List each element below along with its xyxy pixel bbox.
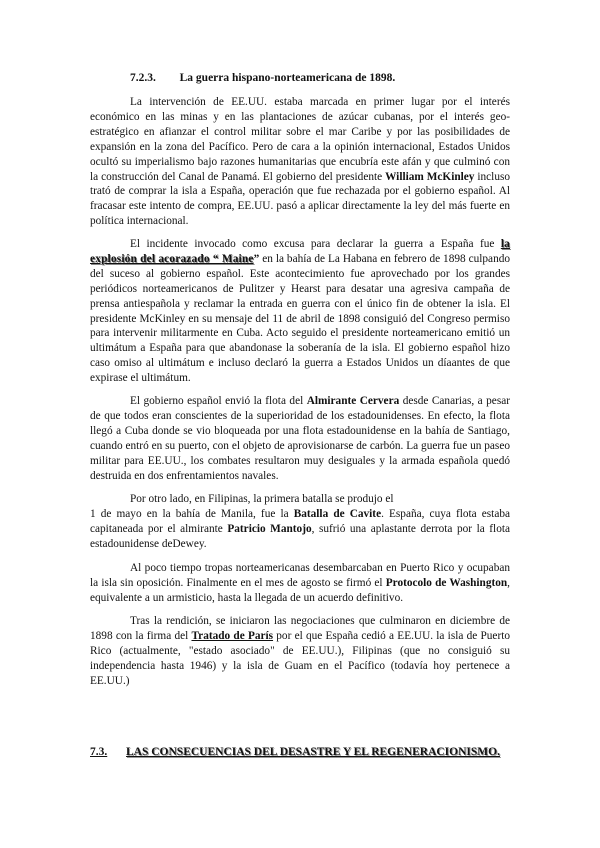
next-section-title: LAS CONSECUENCIAS DEL DESASTRE Y EL REGENERACIONISMO. [126, 746, 500, 758]
name-mckinley: William McKinley [385, 170, 475, 183]
paragraph-paris: Tras la rendición, se iniciaron las negociaciones que culminaron en diciembre de 1898 con la firma del Tratado de París por el que España cedió a EE.UU. la isla de Puerto Rico (actualmente, "estado asociado" de EE.UU.), Filipinas (que no consiguió su independencia hasta 1946) y la isla de Guam en el Pacífico (todavía hoy pertenece a EE.UU.) [90, 615, 510, 687]
section-number: 7.2.3. [130, 72, 156, 84]
paragraph-filipinas: Por otro lado, en Filipinas, la primera batalla se produjo el [130, 493, 394, 505]
paragraph-cervera: El gobierno español envió la flota del Almirante Cervera desde Canarias, a pesar de que todos eran conscientes de la superioridad de los estadounidenses. En efecto, la flota llegó a Cuba donde se vio bloqueada por una flota estadounidense en la bahía de Santiago, cuando entró en su puerto, con el objeto de aprovisionarse de carbón. La guerra fue un paseo militar para EE.UU., los combates resultaron muy desiguales y la armada española quedó destruida en dos enfrentamientos navales. [90, 395, 510, 482]
paragraph-puerto-rico: Al poco tiempo tropas norteamericanas desembarcaban en Puerto Rico y ocupaban la isla sin oposición. Finalmente en el mes de agosto se firmó el Protocolo de Washington, equivalente a un armisticio, hasta la llegada de un acuerdo definitivo. [90, 562, 510, 604]
next-section-heading [90, 745, 510, 759]
name-cervera: Almirante Cervera [306, 395, 400, 407]
treaty-paris: Tratado de París [191, 629, 274, 642]
section-heading [130, 72, 395, 84]
name-montojo: Patricio Mantojo [227, 522, 312, 535]
battle-cavite: Batalla de Cavite [293, 508, 382, 520]
next-section-number: 7.3. [90, 746, 108, 758]
maine-explosion: la explosión del acorazado “ Maine [90, 238, 510, 265]
paragraph-filipinas-cont: 1 de mayo en la bahía de Manila, fue la Batalla de Cavite. España, cuya flota estaba capitaneada por el almirante Patricio Mantojo, sufrió una aplastante derrota por la flota estadounidense deDewey. [90, 508, 510, 550]
paragraph-intervention: La intervención de EE.UU. estaba marcada en primer lugar por el interés económico en las minas y en las plantaciones de azúcar cubanas, por el interés geo-estratégico en afianzar el control militar sobre el mar Caribe y por las posibilidades de expansión en la zona del Pacífico. Pero de cara a la opinión internacional, Estados Unidos ocultó su imperialismo bajo razones humanitarias que encubría este afán y que culminó con la construcción del Canal de Panamá. El gobierno del presidente William McKinley incluso trató de comprar la isla a España, operación que fue rechazada por el gobierno español. Al fracasar este intento de compra, EE.UU. pasó a aplicar directamente la ley del más fuerte en política internacional. [90, 96, 511, 228]
protocol-washington: Protocolo de Washington [385, 576, 508, 589]
paragraph-maine: El incidente invocado como excusa para declarar la guerra a España fue la explosión del acorazado “ Maine” en la bahía de La Habana en febrero de 1898 culpando del suceso al gobierno español. Este acontecimiento fue aprovechado por los grandes periódicos norteamericanos de Pulitzer y Hearst para desatar una agresiva campaña de prensa antiespañola y reclamar la entrada en guerra con el único fin de obtener la isla. El presidente McKinley en su mensaje del 11 de abril de 1898 consiguió del Congreso permiso para intervenir militarmente en Cuba. Acto seguido el presidente norteamericano emitió un ultimátum a España para que abandonase la soberanía de la isla. El gobierno español hizo caso omiso al ultimátum e incluso declaró la guerra a Estados Unidos un díaantes de que expirase el ultimátum. [90, 238, 511, 385]
section-title: La guerra hispano-norteamericana de 1898. [179, 72, 396, 84]
